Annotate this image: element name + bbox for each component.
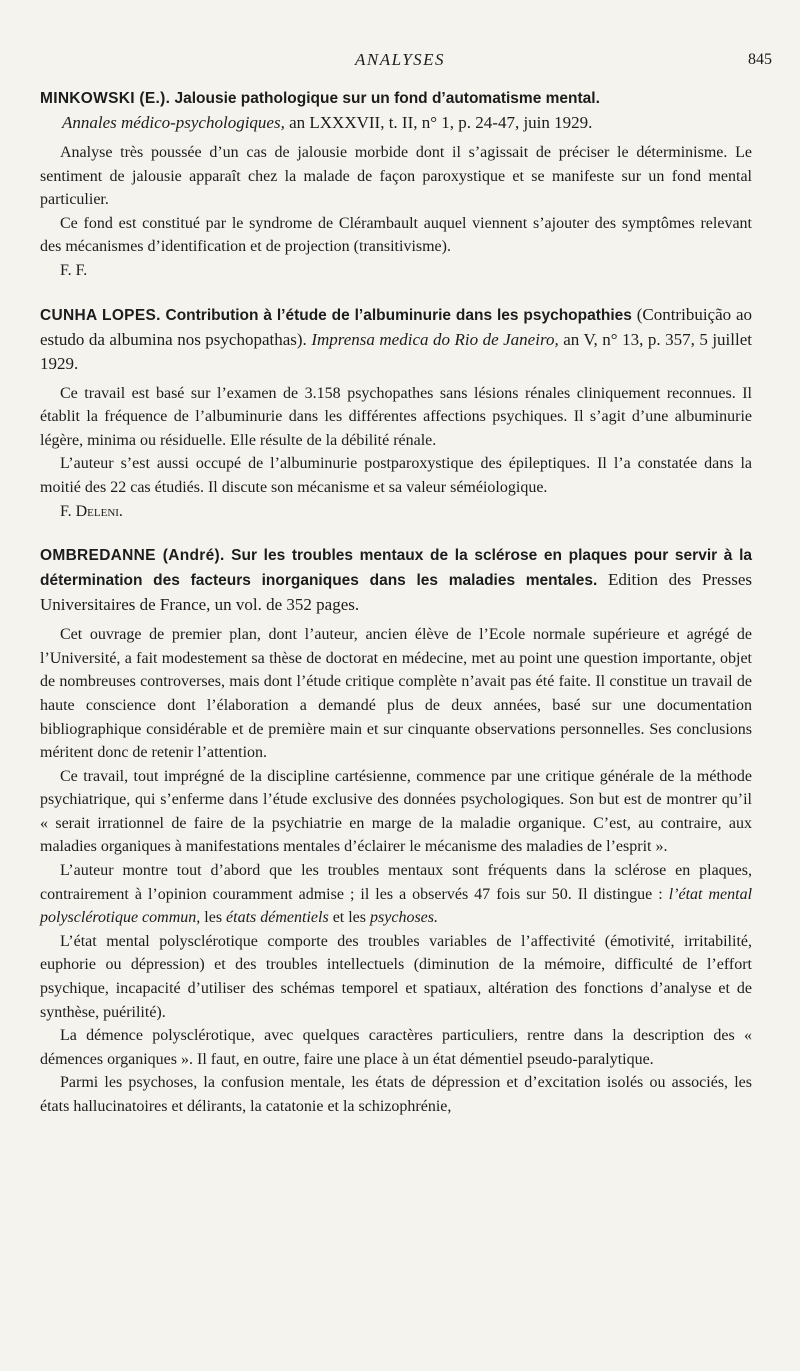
review-author: MINKOWSKI (E.). <box>40 90 171 107</box>
review-paragraph: Analyse très poussée d’un cas de jalousie morbide dont il s’agissait de préciser le déterminisme. Le sentiment de jalousie apparaît chez la malade de façon paroxystique et se manifeste sur un fond mental particulier. <box>40 144 752 209</box>
paragraph-text: les <box>200 909 227 927</box>
review-paragraph: Ce fond est constitué par le syndrome de Clérambault auquel viennent s’ajouter des symptômes relevant des mécanismes d’identification et de projection (transitivisme). <box>40 214 752 256</box>
review-publisher: Edition des Presses Universitaires de France, un vol. de 352 pages. <box>40 570 752 615</box>
review-minkowski <box>40 86 752 283</box>
review-heading <box>40 303 752 376</box>
review-paragraph: Parmi les psychoses, la confusion mentale, les états de dépression et d’excitation isolés ou associés, les états hallucinatoires et délirants, la catatonie et la schizophrénie, <box>40 1074 752 1115</box>
review-paragraph: La démence polysclérotique, avec quelques caractères particuliers, rentre dans la description des « démences organiques ». Il faut, en outre, faire une place à un état démentiel pseudo-paralytique. <box>40 1027 752 1068</box>
page-number: 845 <box>748 51 772 68</box>
review-body <box>40 382 752 524</box>
review-paragraph: L’auteur s’est aussi occupé de l’albuminurie postparoxystique des épileptiques. Il l’a constatée dans la moitié des 22 cas étudiés. Il discute son mécanisme et sa valeur séméiologique. <box>40 455 752 496</box>
review-paragraph: Cet ouvrage de premier plan, dont l’auteur, ancien élève de l’Ecole normale supérieure et agrégé de l’Université, a fait modestement sa thèse de doctorat en médecine, met au point une question importante, objet de nombreuses controverses, mais dont l’étude critique complète n’avait pas été faite. Il constitue un travail de haute conscience dont l’élaboration a demandé plus de deux années, basé sur une documentation bibliographique considérable et de première main et sur cinquante observations personnelles. Ses conclusions méritent donc de retenir l’attention. <box>40 626 752 762</box>
review-paragraph: L’état mental polysclérotique comporte des troubles variables de l’affectivité (émotivité, irritabilité, euphorie ou dépression) et des troubles intellectuels (diminution de la mémoire, difficulté de l’effort psychique, incapacité d’utiliser des schémas temporel et spatiaux, altération des fonctions d’analyse et de synthèse, puérilité). <box>40 932 752 1021</box>
review-paragraph: Ce travail est basé sur l’examen de 3.158 psychopathes sans lésions rénales cliniquement reconnues. Il établit la fréquence de l’albuminurie dans les différentes affections psychiques. Il s’agit d’une albuminurie légère, minima ou résiduelle. Elle résulte de la débilité rénale. <box>40 384 752 449</box>
running-head <box>0 50 800 72</box>
review-author: OMBREDANNE (André). <box>40 547 225 565</box>
review-heading <box>40 543 752 617</box>
paragraph-emphasis: états démentiels <box>226 909 329 927</box>
paragraph-text: et les <box>328 909 371 927</box>
review-subtitle: (Contribuição ao estudo da albumina nos psychopathas). <box>40 304 752 349</box>
review-heading <box>40 86 752 135</box>
paragraph-text: L’auteur montre tout d’abord que les troubles mentaux sont fréquents dans la sclérose en plaques, contrairement à l’opinion couramment admise ; il les a observés 47 fois sur 50. Il distingue : <box>40 862 752 903</box>
reviewer-signature: F. F. <box>60 261 88 279</box>
running-title: ANALYSES <box>354 50 446 69</box>
reviews-column <box>40 86 752 1119</box>
review-source <box>40 113 592 132</box>
review-cunha-lopes <box>40 303 752 524</box>
source-journal: Annales médico-psychologiques, <box>62 113 285 132</box>
paragraph-emphasis: l’état mental polysclérotique commun, <box>40 885 753 927</box>
review-paragraph <box>40 859 752 930</box>
source-journal: Imprensa medica do Rio de Janeiro, <box>311 329 559 349</box>
review-author: CUNHA LOPES. <box>40 306 161 324</box>
review-ombredanne <box>40 543 752 1118</box>
review-title: Contribution à l’étude de l’albuminurie dans les psychopathies <box>165 306 632 324</box>
paragraph-emphasis: psychoses. <box>370 909 438 927</box>
review-title: Jalousie pathologique sur un fond d’automatisme mental. <box>174 90 600 107</box>
review-title: Sur les troubles mentaux de la sclérose en plaques pour servir à la détermination des facteurs inorganiques dans les maladies mentales. <box>40 547 753 590</box>
source-details: an V, n° 13, p. 357, 5 juillet 1929. <box>40 329 752 373</box>
reviewer-signature: F. Deleni. <box>60 502 123 520</box>
source-details: an LXXXVII, t. II, n° 1, p. 24-47, juin 1929. <box>284 113 593 132</box>
review-paragraph: Ce travail, tout imprégné de la discipline cartésienne, commence par une critique générale de la méthode psychiatrique, qui s’enferme dans l’étude exclusive des données psychologiques. Son but est de montrer qu’il « serait irrationnel de faire de la psychiatrie en marge de la maladie organique. C’est, au contraire, aux maladies organiques à manifestations mentales d’éclairer le mécanisme des maladies de l’esprit ». <box>40 767 752 856</box>
review-body <box>40 623 752 1118</box>
review-body <box>40 141 752 283</box>
